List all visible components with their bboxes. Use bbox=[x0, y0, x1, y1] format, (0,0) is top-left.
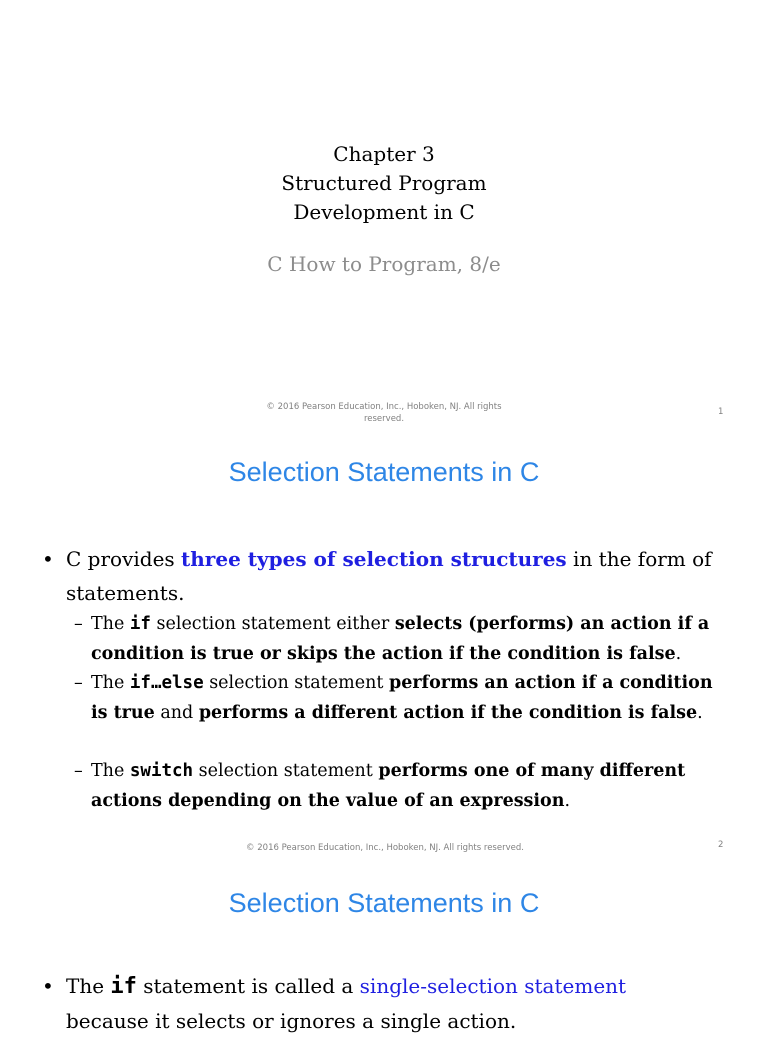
text-run: and bbox=[154, 702, 199, 723]
bullet-marker: • bbox=[42, 974, 54, 998]
page-number: 1 bbox=[718, 407, 724, 417]
copyright-footer: © 2016 Pearson Education, Inc., Hoboken, NJ. All rights reserved. bbox=[246, 843, 524, 853]
text-run: C provides bbox=[66, 547, 182, 571]
text-run: selection statement bbox=[203, 673, 389, 693]
slide-1 bbox=[0, 0, 768, 432]
text-run: statement is called a bbox=[136, 974, 360, 998]
sub-bullet-text bbox=[91, 610, 734, 669]
text-run: The bbox=[91, 761, 130, 781]
text-run: The bbox=[91, 614, 130, 634]
highlight-text: single-selection statement bbox=[359, 974, 627, 998]
title-line-1: Chapter 3 bbox=[333, 142, 435, 166]
slide-subtitle: C How to Program, 8/e bbox=[267, 252, 501, 276]
slide-title bbox=[0, 140, 768, 227]
sub-bullet-text bbox=[91, 669, 734, 728]
bold-text: selects (performs) an action if a condition is true or skips the action if the condition is false bbox=[91, 614, 710, 664]
title-line-2: Structured Program bbox=[281, 171, 487, 195]
bullet-text bbox=[66, 542, 722, 610]
text-run: The bbox=[66, 974, 111, 998]
bullet-item bbox=[42, 969, 682, 1038]
sub-bullet-switch bbox=[74, 757, 734, 816]
title-line-3: Development in C bbox=[293, 200, 475, 224]
bold-text: performs one of many different actions depending on the value of an expression bbox=[91, 761, 686, 811]
text-run: . bbox=[697, 702, 703, 723]
text-run: . bbox=[564, 790, 571, 811]
sub-bullet-marker: – bbox=[74, 614, 83, 634]
highlight-text: three types of selection structures bbox=[181, 547, 567, 571]
code-keyword: switch bbox=[129, 761, 194, 781]
bold-text: performs an action if a condition is true bbox=[91, 673, 713, 723]
slide-heading: Selection Statements in C bbox=[228, 457, 540, 487]
code-keyword: if…else bbox=[129, 673, 204, 693]
text-run: selection statement bbox=[193, 761, 379, 781]
text-run: The bbox=[91, 673, 130, 693]
slide-2 bbox=[0, 432, 768, 864]
text-run: selection statement either bbox=[150, 614, 395, 634]
bullet-item bbox=[42, 542, 722, 610]
text-run: because it selects or ignores a single action. bbox=[66, 1009, 517, 1033]
bullet-text bbox=[66, 969, 682, 1038]
code-keyword: if bbox=[129, 614, 151, 634]
bold-text: performs a different action if the condition is false bbox=[198, 702, 698, 723]
page-number: 2 bbox=[718, 840, 724, 850]
copyright-footer: © 2016 Pearson Education, Inc., Hoboken, NJ. All rights reserved. bbox=[266, 402, 502, 424]
sub-bullet-marker: – bbox=[74, 673, 83, 693]
sub-bullet-if-else bbox=[74, 669, 734, 728]
text-run: . bbox=[675, 643, 682, 664]
sub-bullet-if bbox=[74, 610, 734, 669]
code-keyword: if bbox=[110, 974, 137, 999]
sub-bullet-text bbox=[91, 757, 734, 816]
sub-bullet-marker: – bbox=[74, 761, 83, 781]
slide-3 bbox=[0, 864, 768, 1033]
text-run: in the form of statements. bbox=[66, 547, 712, 605]
slide-heading: Selection Statements in C bbox=[228, 888, 540, 918]
bullet-marker: • bbox=[42, 547, 54, 571]
